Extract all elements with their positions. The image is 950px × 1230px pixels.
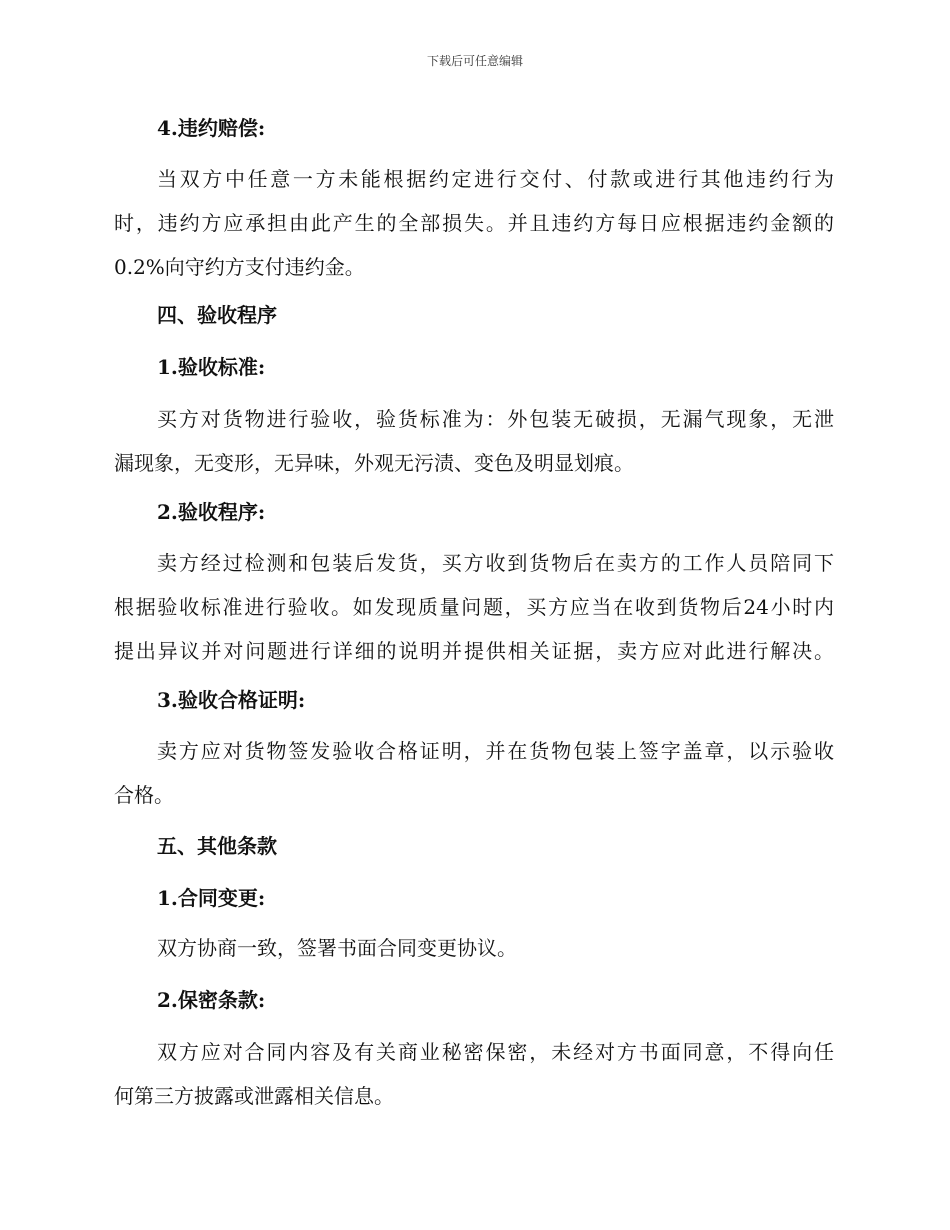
paragraph-line: 双方协商一致，签署书面合同变更协议。 (157, 936, 517, 960)
paragraph-line: 卖方经过检测和包装后发货，买方收到货物后在卖方的工作人员陪同下 (157, 551, 834, 575)
section-title-other-terms: 五、其他条款 (157, 834, 277, 858)
paragraph-line: 提出异议并对问题进行详细的说明并提供相关证据，卖方应对此进行解决。 (114, 639, 834, 663)
section-heading-acceptance-certificate: 3.验收合格证明: (157, 688, 306, 712)
paragraph-line: 何第三方披露或泄露相关信息。 (114, 1084, 394, 1108)
section-heading-acceptance-process: 2.验收程序: (157, 500, 266, 524)
paragraph-line: 双方应对合同内容及有关商业秘密保密，未经对方书面同意，不得向任 (157, 1040, 834, 1064)
paragraph-line: 当双方中任意一方未能根据约定进行交付、付款或进行其他违约行为 (157, 167, 834, 191)
paragraph-line: 根据验收标准进行验收。如发现质量问题，买方应当在收到货物后24小时内 (114, 595, 834, 619)
section-heading-confidentiality: 2.保密条款: (157, 988, 266, 1012)
paragraph-line: 卖方应对货物签发验收合格证明，并在货物包装上签字盖章，以示验收 (157, 739, 834, 763)
paragraph-line: 0.2%向守约方支付违约金。 (114, 255, 365, 279)
paragraph-line: 时，违约方应承担由此产生的全部损失。并且违约方每日应根据违约金额的 (114, 211, 834, 235)
paragraph-line: 合格。 (114, 783, 174, 807)
page-header: 下载后可任意编辑 (426, 54, 523, 68)
section-heading-acceptance-standard: 1.验收标准: (157, 355, 266, 379)
paragraph-line: 买方对货物进行验收，验货标准为：外包装无破损，无漏气现象，无泄 (157, 407, 834, 431)
section-title-acceptance-procedure: 四、验收程序 (157, 303, 277, 327)
section-heading-contract-change: 1.合同变更: (157, 886, 266, 910)
section-heading-breach-compensation: 4.违约赔偿: (157, 116, 266, 140)
paragraph-line: 漏现象，无变形，无异味，外观无污渍、变色及明显划痕。 (114, 451, 634, 475)
